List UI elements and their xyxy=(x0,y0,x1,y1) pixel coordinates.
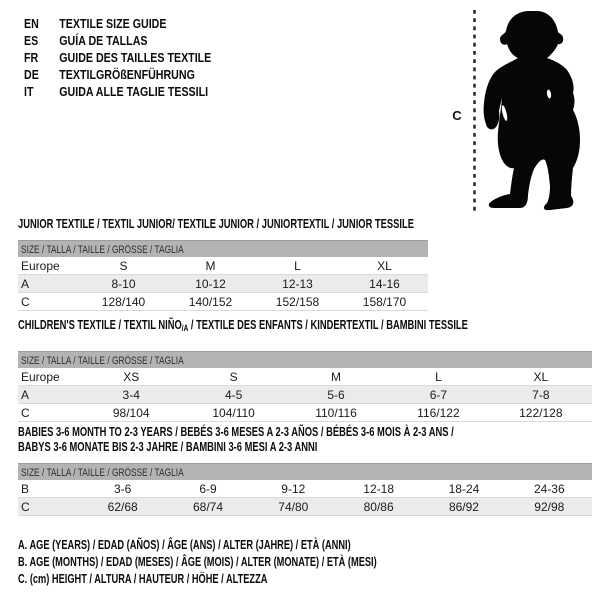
size-cell: 158/170 xyxy=(362,294,407,309)
table-row xyxy=(18,368,592,386)
table-row xyxy=(18,257,428,275)
row-label: A xyxy=(21,276,30,291)
size-cell: 3-6 xyxy=(113,481,132,496)
size-cell: 10-12 xyxy=(195,276,226,291)
language-title: TEXTILGRÖßENFÜHRUNG xyxy=(59,67,195,82)
table-row xyxy=(18,275,428,293)
size-cell: 92/98 xyxy=(534,499,565,514)
size-cell: 116/122 xyxy=(417,405,460,420)
junior-table-title: JUNIOR TEXTILE / TEXTIL JUNIOR/ TEXTILE JUNIOR / JUNIORTEXTIL / JUNIOR TESSILE xyxy=(18,216,414,231)
size-cell: 14-16 xyxy=(369,276,400,291)
size-cell: 6-7 xyxy=(429,387,448,402)
row-label: C xyxy=(21,499,30,514)
note-age-years: A. AGE (YEARS) / EDAD (AÑOS) / ÂGE (ANS) / ALTER (JAHRE) / ETÀ (ANNI) xyxy=(18,538,351,552)
size-cell: 62/68 xyxy=(107,499,138,514)
size-cell: 140/152 xyxy=(188,294,233,309)
row-label: C xyxy=(21,294,30,309)
language-title: TEXTILE SIZE GUIDE xyxy=(59,16,167,31)
section-children xyxy=(18,318,592,422)
table-row xyxy=(18,386,592,404)
babies-table-title xyxy=(18,424,454,454)
size-cell: 7-8 xyxy=(532,387,550,402)
row-label: Europe xyxy=(21,369,60,384)
title-subscript: /A xyxy=(181,323,189,333)
language-code: EN xyxy=(24,16,39,31)
title-text: / TEXTILE DES ENFANTS / KINDERTEXTIL / BAMBINI TESSILE xyxy=(188,317,468,332)
size-cell: M xyxy=(205,258,216,273)
size-cell: S xyxy=(229,369,238,384)
size-cell: 98/104 xyxy=(112,405,150,420)
language-code: DE xyxy=(24,67,39,82)
size-cell: 18-24 xyxy=(448,481,480,496)
size-cell: XL xyxy=(377,258,392,273)
table-row xyxy=(18,293,428,311)
baby-figure xyxy=(440,0,600,215)
size-cell: 86/92 xyxy=(448,499,479,514)
size-cell: 6-9 xyxy=(199,481,217,496)
note-age-months: B. AGE (MONTHS) / EDAD (MESES) / ÂGE (MOIS) / ALTER (MONATE) / ETÀ (MESI) xyxy=(18,555,377,569)
children-table-title xyxy=(18,317,468,335)
size-cell: 80/86 xyxy=(363,499,394,514)
row-label: A xyxy=(21,387,30,402)
title-text: CHILDREN'S TEXTILE / TEXTIL NIÑO xyxy=(18,317,182,332)
size-cell: 3-4 xyxy=(122,387,140,402)
size-cell: 104/110 xyxy=(212,405,255,420)
size-cell: S xyxy=(119,258,128,273)
size-cell: 12-18 xyxy=(363,481,394,496)
size-header-bar xyxy=(18,351,592,368)
language-row-fr xyxy=(24,49,211,66)
size-cell: 128/140 xyxy=(101,294,146,309)
language-code: FR xyxy=(24,50,39,65)
table-row xyxy=(18,480,592,498)
language-row-en xyxy=(24,15,211,32)
language-row-it xyxy=(24,83,211,100)
size-cell: 152/158 xyxy=(275,294,320,309)
size-cell: 122/128 xyxy=(519,405,563,420)
row-label: Europe xyxy=(21,258,60,273)
size-cell: 110/116 xyxy=(315,405,357,420)
size-cell: M xyxy=(331,369,342,384)
section-babies xyxy=(18,424,592,516)
language-row-de xyxy=(24,66,211,83)
size-cell: L xyxy=(294,258,301,273)
language-title: GUIDA ALLE TAGLIE TESSILI xyxy=(59,84,209,99)
size-header-label: SIZE / TALLA / TAILLE / GRÖSSE / TAGLIA xyxy=(21,467,184,479)
size-cell: 8-10 xyxy=(111,276,136,291)
language-title: GUIDE DES TAILLES TEXTILE xyxy=(59,50,212,65)
language-code: IT xyxy=(24,84,34,99)
size-cell: 24-36 xyxy=(533,481,565,496)
size-cell: 4-5 xyxy=(224,387,243,402)
row-label: B xyxy=(21,481,30,496)
size-header-label: SIZE / TALLA / TAILLE / GRÖSSE / TAGLIA xyxy=(21,355,184,367)
note-height-cm: C. (cm) HEIGHT / ALTURA / HAUTEUR / HÖHE / ALTEZZA xyxy=(18,572,268,586)
babies-title-line2: BABYS 3-6 MONATE BIS 2-3 JAHRE / BAMBINI 3-6 MESI A 2-3 ANNI xyxy=(18,439,318,454)
baby-silhouette-icon xyxy=(484,11,580,210)
size-cell: 5-6 xyxy=(327,387,345,402)
babies-title-line1: BABIES 3-6 MONTH TO 2-3 YEARS / BEBÉS 3-6 MESES A 2-3 AÑOS / BÉBÉS 3-6 MOIS À 2-3 ANS / xyxy=(18,424,454,439)
size-header-bar xyxy=(18,240,428,257)
section-junior xyxy=(18,217,428,311)
size-cell: 9-12 xyxy=(281,481,306,496)
size-cell: XS xyxy=(123,369,140,384)
size-cell: XL xyxy=(533,369,549,384)
size-header-label: SIZE / TALLA / TAILLE / GRÖSSE / TAGLIA xyxy=(21,244,184,256)
language-row-es xyxy=(24,32,211,49)
size-cell: L xyxy=(435,369,442,384)
language-list xyxy=(24,15,252,100)
language-code: ES xyxy=(24,33,39,48)
size-cell: 74/80 xyxy=(278,499,309,514)
table-row xyxy=(18,404,592,422)
size-cell: 68/74 xyxy=(192,499,223,514)
row-label: C xyxy=(21,405,30,420)
language-title: GUÍA DE TALLAS xyxy=(59,33,148,48)
height-c-label: C xyxy=(452,108,462,123)
size-cell: 12-13 xyxy=(282,276,313,291)
legend-notes xyxy=(18,537,503,588)
size-header-bar xyxy=(18,463,592,480)
table-row xyxy=(18,498,592,516)
